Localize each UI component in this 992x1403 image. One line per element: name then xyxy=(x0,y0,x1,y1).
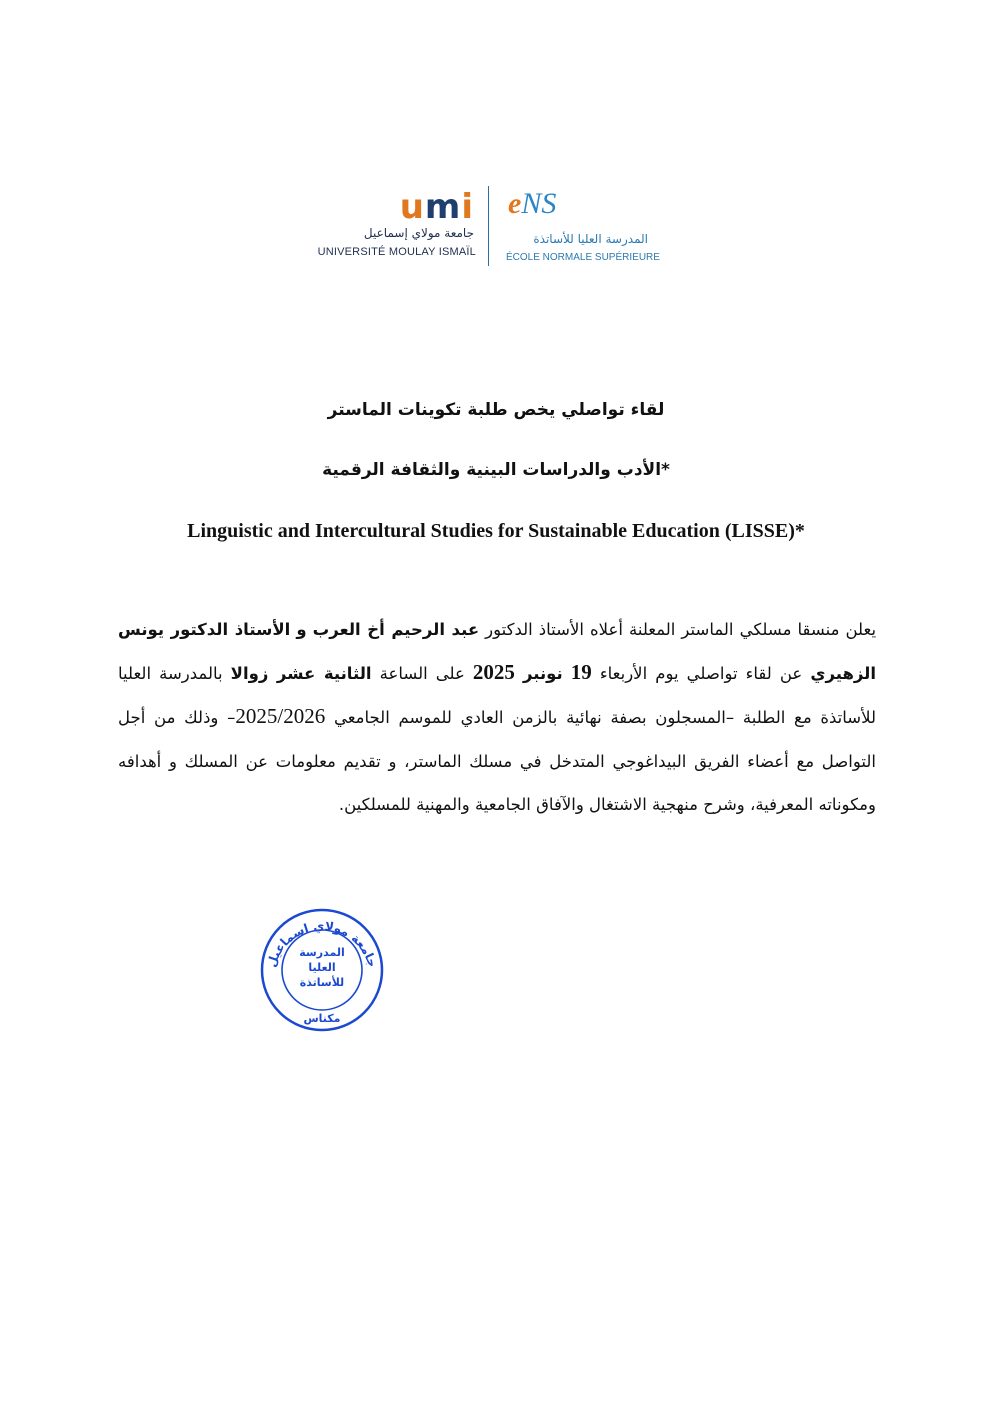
stamp-seal xyxy=(254,904,390,1034)
umi-mark-i: i xyxy=(461,187,474,227)
ens-mark-ns: NS xyxy=(521,187,557,220)
logo-divider xyxy=(488,186,489,266)
stamp-line1: المدرسة xyxy=(299,946,345,959)
stamp-line2: العليا xyxy=(308,961,336,974)
umi-mark-u: u xyxy=(399,187,425,227)
title-arabic-line2: *الأدب والدراسات البينية والثقافة الرقمية xyxy=(322,460,670,480)
umi-latin-name: UNIVERSITÉ MOULAY ISMAÏL xyxy=(317,246,476,258)
academic-season: 2025/2026 xyxy=(235,704,326,729)
umi-logo xyxy=(317,187,478,268)
meeting-year: 2025 xyxy=(472,660,515,685)
ens-logo xyxy=(500,187,660,268)
meeting-day: 19 xyxy=(570,660,592,685)
stamp-line3: للأساتذة xyxy=(299,976,345,989)
official-stamp xyxy=(254,904,390,1034)
umi-wordmark xyxy=(399,187,474,227)
title-arabic-line1: لقاء تواصلي يخص طلبة تكوينات الماستر xyxy=(327,400,665,420)
ens-wordmark xyxy=(508,188,556,220)
ens-mark-e: e xyxy=(508,187,522,220)
coordinator-name-1: عبد الرحيم أخ العرب xyxy=(312,620,480,639)
ens-arabic-name: المدرسة العليا للأساتذة xyxy=(533,232,648,246)
body-part5: بالمدرسة العليا للأساتذة مع الطلبة –المسجلون بصفة نهائية بالزمن العادي للموسم الجامعي xyxy=(118,664,877,728)
ens-latin-name: ÉCOLE NORMALE SUPÉRIEURE xyxy=(506,252,660,263)
body-part3: عن لقاء تواصلي يوم الأربعاء xyxy=(599,664,803,684)
header-logos xyxy=(317,184,660,270)
meeting-time: الثانية عشر زوالا xyxy=(230,664,372,684)
stamp-city: مكناس xyxy=(303,1012,341,1025)
title-english: Linguistic and Intercultural Studies for Sustainable Education (LISSE)* xyxy=(187,520,805,542)
umi-mark-m: m xyxy=(424,187,462,227)
body-part6: – وذلك من أجل التواصل مع أعضاء الفريق البيداغوجي المتدخل في مسلك الماستر، و تقديم معلومات عن المسلك و أهدافه ومكوناته المعرفية، وشرح منهجية الاشتغال والآفاق الجامعية والمهنية للمسلكين. xyxy=(118,708,876,814)
coordinator-name-2: الأستاذ الدكتور يونس الزهيري xyxy=(118,620,877,684)
body-part1: يعلن منسقا مسلكي الماستر المعلنة أعلاه الأستاذ الدكتور xyxy=(485,620,877,639)
announcement-body xyxy=(118,608,876,826)
meeting-month: نونبر xyxy=(522,664,563,684)
stamp-ring-text: جامعة مولاي اسماعيل xyxy=(264,918,380,969)
conjunction: و xyxy=(296,620,307,639)
body-part4: على الساعة xyxy=(379,664,465,684)
umi-arabic-name: جامعة مولاي إسماعيل xyxy=(363,226,474,240)
